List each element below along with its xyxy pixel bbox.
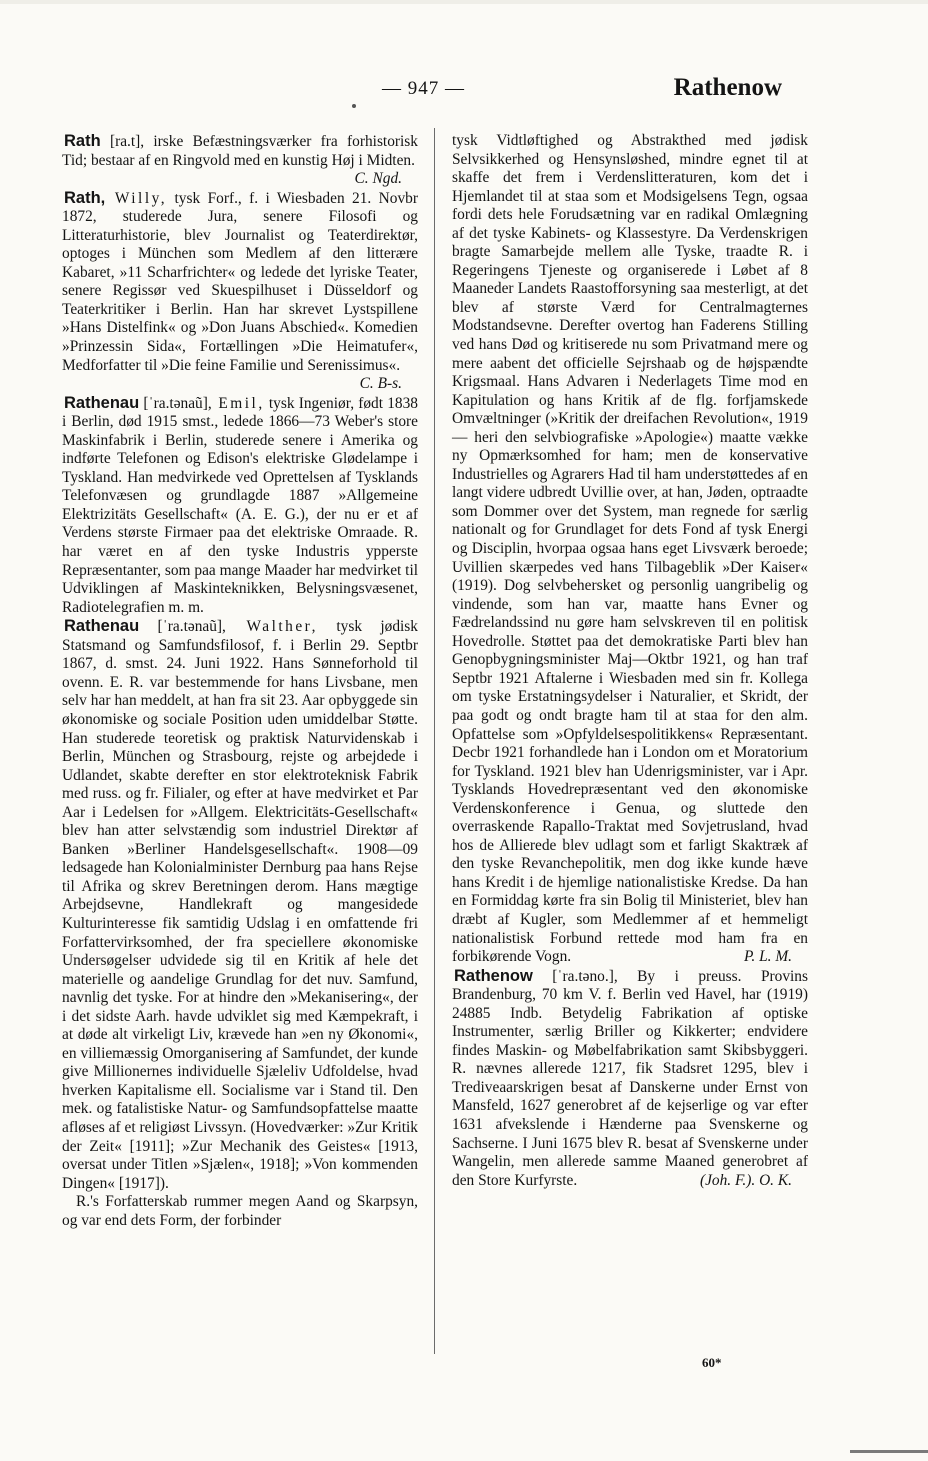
entry-text: R.'s Forfatterskab rummer megen Aand og Skarpsyn, og var end dets Form, der forbinder <box>62 1193 418 1229</box>
pronunciation: [ˈra.təno.], <box>532 967 618 985</box>
page-top-edge <box>0 0 928 4</box>
entry-text: By i preuss. Provins Brandenburg, 70 km V. f. Berlin ved Havel, har (1919) 24885 Indb. Betydelig Fabrikation af optiske Instrumenter, særlig Briller og Kikkerter; endvidere findes Maskin- og Møbelfabrikation samt Skibsbyggeri. R. nævnes allerede 1217, fik Stadsret 1295, blev i Trediveaarskrigen besat af Danskerne under Ernst von Mansfeld, 1627 generobret af de kejserlige og var efter 1631 afvekslende i Hænderne paa Svenskerne og Sachserne. I Juni 1675 blev R. besat af Svenskerne under Wangelin, men allerede samme Maaned generobret af den Store Kurfyrste. <box>452 967 808 1189</box>
page-edge-mark <box>850 1450 928 1453</box>
author-signature: C. B-s. <box>359 375 402 393</box>
entry-text: tysk Forf., f. i Wiesbaden 21. Novbr 1872, studerede Jura, senere Filosofi og Litteraturhistorie, blev Journalist og Teaterdirektør, optoges i München som Medlem af den litterære Kabaret, »11 Scharfrichter« og ledede det lyriske Teater, senere Regissør ved Skuespilhuset i Düsseldorf og Teaterkritiker i Berlin. Han har skrevet Lystspillene »Hans Distelfink« og »Don Juans Abschied«. Komedien »Prinzessin Sida«, Fortællingen »Die Heimatufer«, Medforfatter til »Die feine Familie und Serenissimus«. <box>62 189 418 374</box>
header-dot <box>352 104 356 108</box>
headword: Rath <box>64 132 101 150</box>
page-header <box>0 74 928 106</box>
page-number: — 947 — <box>382 78 465 99</box>
running-head: Rathenow <box>673 74 782 101</box>
headword: Rathenau <box>64 617 140 636</box>
headword: Rathenow <box>454 966 533 985</box>
entry-rathenau-walther <box>62 617 418 1193</box>
entry-continuation <box>452 132 808 967</box>
person-name: Emil, <box>211 394 265 412</box>
author-signature: P. L. M. <box>743 948 792 966</box>
left-column <box>62 132 418 1230</box>
person-name: Willy, <box>105 189 168 207</box>
pronunciation: [ˈra.tənaũ], <box>139 618 226 636</box>
right-column <box>452 132 808 1190</box>
column-divider <box>434 128 435 1354</box>
entry-text: tysk jødisk Statsmand og Samfundsfilosof, f. i Berlin 29. Septbr 1867, d. smst. 24. Juni 1922. Hans Sønneforhold til ovenn. E. R. var bestemmende for hans Livsbane, men selv har han meddelt, at han fra sit 23. Aar opbyggede sin økonomiske og sociale Position uden umiddelbar Støtte. Han studerede teoretisk og praktisk Naturvidenskab i Berlin, München og Strasbourg, rejste og arbejdede i Udlandet, skabte derefter en stor elektroteknisk Fabrik med russ. og fr. Filialer, og efter at have medvirket et Par Aar i Ledelsen for »Allgem. Elektricitäts-Gesellschaft« blev han atter selvstændig som industriel Direktør af Banken »Berliner Handelsgesellschaft«. 1908—09 ledsagede han Kolonialminister Dernburg paa hans Rejse til Afrika og skrev Beretningen derom. Hans mægtige Arbejdsevne, Handlekraft og mangesidede Kulturinteresse fik samtidig Udslag i en omfattende fri Forfattervirksomhed, der fra speciellere økonomiske Undersøgelser udvidede sig til en Kritik af hele det materielle og aandelige Grundlag for det nuv. Samfund, navnlig det tyske. For at hindre den »Mekanisering«, der i det sidste Aarh. havde udviklet sig med Kæmpekraft, i at døde alt virkeligt Liv, krævede han »en ny Økonomi«, en villiemæssig Omorganisering af Samfundet, der kunde give Millionernes individuelle Sjæleliv Udfoldelse, hvad hverken Kapitalisme ell. Socialisme var i Stand til. Den mek. og fatalistiske Natur- og Samfundsopfattelse maatte afløses af et religiøst Livssyn. (Hovedværker: »Zur Kritik der Zeit« [1911]; »Zur Mechanik des Geistes« [1913, oversat under Titlen »Sjælen«, 1918]; »Von kommenden Dingen« [1917]). <box>62 618 418 1192</box>
entry-rathenow <box>452 967 808 1191</box>
entry-paragraph <box>62 1193 418 1230</box>
entry-text: tysk Ingeniør, født 1838 i Berlin, død 1915 smst., ledede 1866—73 Weber's store Maskinfabrik i Berlin, studerede senere i Amerika og indførte Telefonen og Edison's elektriske Glødelampe i Tyskland. Han medvirkede ved Oprettelsen af Tysklands Telefonvæsen og grundlagde 1887 »Allgemeine Elektrizitäts Gesellschaft« (A. E. G.), der nu er et af Verdens største Firmaer paa det elektriske Omraade. R. har været en af den tyske Industris ypperste Repræsentanter, som paa mange Maader har medvirket til Udviklingen af Maskinteknikken, Belysningsvæsenet, Radiotelegrafien m. m. <box>62 394 418 616</box>
headword: Rathenau <box>64 393 140 412</box>
author-signature: (Joh. F.). O. K. <box>699 1171 792 1189</box>
entry-text: [ra.t], irske Befæstningsværker fra forhistorisk Tid; bestaar af en Ringvold med en kunstig Høj i Midten. <box>62 133 418 169</box>
entry-text: tysk Vidtløftighed og Abstrakthed med jødisk Selvsikkerhed og Hensynsløshed, mindre egnet til at skaffe det frem i Verdenslitteraturen, kom det i Hjemlandet til at staa som et Modsigelsens Tegn, ogsaa fordi dets hele Forudsætning var en radikal Omlægning af det tyske Kabinets- og Klassestyre. Da Verdenskrigen bragte Samarbejde mellem alle Tyske, traadte R. i Regeringens Tjeneste og organiserede i Løbet af 8 Maaneder Landets Raastofforsyning saa mesterligt, at det blev af største Værd for Centralmagternes Modstandsevne. Derefter overtog han Faderens Stilling ved hans Død og kritiserede nu som Privatmand mere og mere aabent det officielle Sejrshaab og de højspændte Krigsmaal. Hans Advaren i Nederlagets Time mod en Kapitulation og hans Kritik af de flg. forfjamskede Omvæltninger (»Kritik der dreifachen Revolution«, 1919 — heri den selvbiografiske »Apologie«) maatte vække ny Opmærksomhed for ham; men de konservative Industrielles og Agrarers Had til ham understøttedes af en langt videre udbredt Uvillie over, at han, Jøden, optraadte som Dommer over det System, man regnede for særlig nationalt og for Grundlaget for dets Fond af tysk Energi og Disciplin, hvorpaa ogsaa hans eget Livsværk beroede; Uvillien skærpedes ved hans Tilbageblik »Der Kaiser« (1919). Dog selvbehersket og personlig uangribelig og vindende, som han var, maatte hans Evner og Fædrelandssind nu gøre ham selvskreven til en politisk Hovedrolle. Støttet paa det demokratiske Parti blev han Genopbygningsminister Maj—Oktbr 1921, og han traf Septbr 1921 Aftalerne i Wiesbaden med sin fr. Kollega om tyske Erstatningsydelser i Naturalier, et Skridt, der paa godt og ondt bragte ham til at staa for den alm. Opfattelse som »Opfyldelsespolitikkens« Repræsentant. Decbr 1921 forhandlede han i London om et Moratorium for Tyskland. 1921 blev han Udenrigsminister, var i Apr. Tysklands Hovedrepræsentant ved den økonomiske Verdenskonference i Genua, og sluttede den overraskende Rapallo-Traktat med Sovjetrusland, hvad hos de Allierede blev udlagt som et farligt Skaktræk af den tyske Revanchepolitik, men dog ikke kunde hæve hans Kredit i de hjemlige nationalistiske Kredse. Da han en Formiddag kørte fra sin Bolig til Ministeriet, blev han dræbt af Kugler, som Medlemmer af et hemmeligt nationalistisk Forbund rettede mod ham fra en forbikørende Vogn. <box>452 132 808 966</box>
entry-rathenau-emil <box>62 394 418 618</box>
person-name: Walther, <box>225 618 319 636</box>
entry-rath-willy <box>62 189 418 394</box>
pronunciation: [ˈra.tənaũ], <box>139 394 212 412</box>
author-signature: C. Ngd. <box>354 170 402 188</box>
signature-mark: 60* <box>702 1355 722 1370</box>
entry-rath-fortification <box>62 132 418 189</box>
headword: Rath, <box>64 188 106 207</box>
